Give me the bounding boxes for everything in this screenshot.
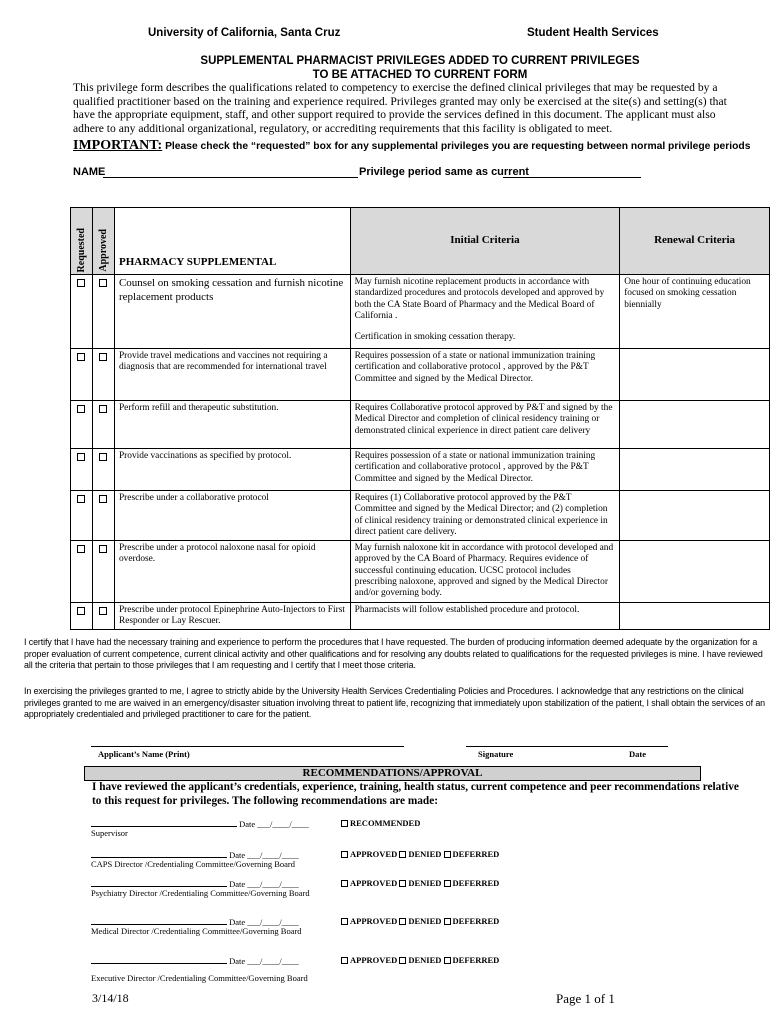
approved-cell [92, 275, 114, 349]
signer-line[interactable] [91, 878, 227, 887]
privilege-cell: Counsel on smoking cessation and furnish nicotine replacement products [114, 275, 350, 349]
revision-date: 3/14/18 [92, 991, 129, 1005]
table-row [71, 449, 770, 491]
form-title-line1: SUPPLEMENTAL PHARMACIST PRIVILEGES ADDED TO CURRENT PRIVILEGES [200, 55, 640, 67]
certification-paragraph: I certify that I have had the necessary training and experience to perform the procedures that I have requested. The burden of producing information deemed adequate by the organization for a proper evaluation of current competence, current clinical activity and other qualifications and for resolving any doubts related to qualifications for the requested privileges is mine. I have reviewed all the criteria that pertain to those privileges that I am requesting and I certify that I meet those criteria. [24, 637, 763, 670]
recommended-option[interactable]: RECOMMENDED [341, 818, 420, 828]
initial-criteria-cell: Requires possession of a state or national immunization training certification and collaborative protocol , approved by the P&T Committee and signed by the Medical Director. [350, 349, 620, 401]
initial-criteria-cell: May furnish naloxone kit in accordance with protocol developed and approved by the CA Board of Pharmacy. Requires evidence of successful continuing education. UCSC protocol includes prescribing naloxone, approved and signed by the Medical Director and/or governing body. [350, 541, 620, 602]
requested-cell [71, 275, 93, 349]
approved-checkbox[interactable] [99, 453, 107, 461]
initial-criteria-extra: Certification in smoking cessation therapy. [354, 332, 516, 343]
requested-checkbox[interactable] [77, 353, 85, 361]
intro-paragraph [73, 81, 770, 135]
initial-criteria-cell: Requires (1) Collaborative protocol approved by the P&T Committee and signed by the Medical Director; and (2) completion of clinical residency training or demonstrated clinical experience in direct patient care delivery. [350, 491, 620, 541]
approved-checkbox[interactable] [99, 405, 107, 413]
privilege-cell: Provide travel medications and vaccines not requiring a diagnosis that are recommended for international travel [114, 349, 350, 401]
signature-line[interactable] [466, 746, 668, 747]
approved-cell [92, 491, 114, 541]
institution-name: University of California, Santa Cruz [148, 27, 341, 39]
intro-line: have the appropriate equipment, staff, and other support required to provide the services defined in this document. The applicant must also [73, 108, 716, 122]
date-field[interactable]: Date ___/____/____ [229, 917, 299, 927]
denied-checkbox[interactable] [399, 918, 406, 925]
approved-checkbox[interactable] [341, 851, 348, 858]
decision-options: APPROVED DENIED DEFERRED [341, 849, 499, 859]
requested-cell [71, 602, 93, 630]
deferred-checkbox[interactable] [444, 918, 451, 925]
privilege-period-field[interactable] [503, 177, 641, 178]
col-approved: Approved [92, 208, 114, 275]
name-line [73, 166, 105, 178]
requested-checkbox[interactable] [77, 495, 85, 503]
approved-checkbox[interactable] [99, 545, 107, 553]
page-number: Page 1 of 1 [556, 991, 615, 1006]
approved-cell [92, 349, 114, 401]
col-privilege: PHARMACY SUPPLEMENTAL [114, 208, 350, 275]
initial-criteria-cell [350, 275, 620, 349]
name-label: NAME [73, 166, 106, 178]
initial-criteria-text: May furnish nicotine replacement products in accordance with standardized procedures and protocols developed and approved by both the CA State Board of Pharmacy and the Medical Board of California . [354, 277, 605, 321]
signer-line[interactable] [91, 849, 227, 858]
decision-options: APPROVED DENIED DEFERRED [341, 878, 499, 888]
privilege-cell: Provide vaccinations as specified by protocol. [114, 449, 350, 491]
requested-cell [71, 449, 93, 491]
requested-checkbox[interactable] [77, 453, 85, 461]
signature-label: Signature [478, 749, 514, 759]
intro-line: adhere to any additional organizational, regulatory, or accrediting requirements that this facility is obligated to meet. [73, 121, 613, 135]
deferred-checkbox[interactable] [444, 957, 451, 964]
deferred-checkbox[interactable] [444, 880, 451, 887]
date-field[interactable]: Date ___/____/____ [229, 956, 299, 966]
recommendations-text: I have reviewed the applicant’s credentials, experience, training, health status, current competence and peer recommendations relative to this request for privileges. The following recommendations are made: [92, 781, 739, 807]
renewal-criteria-cell [620, 541, 770, 602]
decision-options: APPROVED DENIED DEFERRED [341, 955, 499, 965]
agreement-paragraph: In exercising the privileges granted to me, I agree to strictly abide by the University Health Services Credentialing Policies and Procedures. I acknowledge that any restrictions on the clinical privileges granted to me are waived in an emergency/disaster situation involving threat to patient life, recognizing that immediately upon stabilization of the patient, I shall obtain the services of an appropriately credentialed and privileged practitioner to care for the patient. [24, 686, 766, 719]
privilege-cell: Prescribe under a collaborative protocol [114, 491, 350, 541]
table-header-row [71, 208, 770, 275]
approved-checkbox[interactable] [99, 353, 107, 361]
requested-checkbox[interactable] [77, 607, 85, 615]
approved-checkbox[interactable] [99, 607, 107, 615]
name-field[interactable] [103, 177, 358, 178]
date-label: Date [629, 749, 646, 759]
form-title-line2: TO BE ATTACHED TO CURRENT FORM [312, 69, 528, 81]
important-label: IMPORTANT: [73, 138, 163, 153]
requested-cell [71, 349, 93, 401]
renewal-criteria-cell: One hour of continuing education focused on smoking cessation biennially [620, 275, 770, 349]
requested-checkbox[interactable] [77, 405, 85, 413]
renewal-criteria-cell [620, 491, 770, 541]
renewal-criteria-cell [620, 349, 770, 401]
date-field[interactable]: Date ___/____/____ [229, 850, 299, 860]
table-row [71, 491, 770, 541]
form-title [70, 54, 770, 82]
denied-checkbox[interactable] [399, 851, 406, 858]
approved-cell [92, 541, 114, 602]
approved-cell [92, 602, 114, 630]
signer-title: Psychiatry Director /Credentialing Committee/Governing Board [91, 888, 310, 898]
date-field[interactable]: Date ___/____/____ [239, 819, 309, 829]
denied-checkbox[interactable] [399, 880, 406, 887]
important-text: Please check the “requested” box for any supplemental privileges you are requesting between normal privilege periods [162, 141, 751, 152]
approved-checkbox[interactable] [99, 279, 107, 287]
approved-checkbox[interactable] [341, 918, 348, 925]
col-requested: Requested [71, 208, 93, 275]
signer-line[interactable] [91, 955, 227, 964]
initial-criteria-cell: Pharmacists will follow established procedure and protocol. [350, 602, 620, 630]
renewal-criteria-cell [620, 602, 770, 630]
privilege-cell: Prescribe under a protocol naloxone nasal for opioid overdose. [114, 541, 350, 602]
signer-line[interactable] [91, 818, 237, 827]
initial-criteria-cell: Requires Collaborative protocol approved by P&T and signed by the Medical Director and completion of clinical residency training or demonstrated clinical experience in direct patient care delivery [350, 401, 620, 449]
requested-checkbox[interactable] [77, 279, 85, 287]
requested-cell [71, 541, 93, 602]
applicant-name-line[interactable] [91, 746, 404, 747]
important-notice [73, 136, 750, 154]
signer-title: Supervisor [91, 828, 128, 838]
applicant-name-label: Applicant’s Name (Print) [98, 749, 190, 759]
intro-line: This privilege form describes the qualifications related to competency to exercise the defined clinical privileges that may be requested by a [73, 81, 718, 94]
decision-options: APPROVED DENIED DEFERRED [341, 916, 499, 926]
renewal-criteria-cell [620, 449, 770, 491]
approved-checkbox[interactable] [99, 495, 107, 503]
privileges-table [70, 207, 770, 630]
renewal-criteria-cell [620, 401, 770, 449]
recommended-checkbox[interactable] [341, 820, 348, 827]
date-field[interactable]: Date ___/____/____ [229, 879, 299, 889]
approved-cell [92, 401, 114, 449]
privilege-cell: Perform refill and therapeutic substitution. [114, 401, 350, 449]
signer-title: Medical Director /Credentialing Committee/Governing Board [91, 926, 302, 936]
table-row [71, 401, 770, 449]
approved-checkbox[interactable] [341, 957, 348, 964]
intro-line: qualified practitioner based on the training and experience required. Privileges granted may only be exercised at the site(s) and setting(s) that [73, 94, 727, 108]
approved-checkbox[interactable] [341, 880, 348, 887]
recommendations-header: RECOMMENDATIONS/APPROVAL [84, 766, 701, 781]
table-row [71, 541, 770, 602]
requested-cell [71, 401, 93, 449]
signer-date-row [91, 955, 299, 966]
col-initial-criteria: Initial Criteria [350, 208, 620, 275]
privilege-period-label: Privilege period same as current [359, 166, 529, 178]
privilege-cell: Prescribe under protocol Epinephrine Auto-Injectors to First Responder or Lay Rescuer. [114, 602, 350, 630]
col-renewal-criteria: Renewal Criteria [620, 208, 770, 275]
initial-criteria-cell: Requires possession of a state or national immunization training certification and collaborative protocol , approved by the P&T Committee and signed by the Medical Director. [350, 449, 620, 491]
signer-line[interactable] [91, 916, 227, 925]
table-row [71, 349, 770, 401]
deferred-checkbox[interactable] [444, 851, 451, 858]
department-name: Student Health Services [527, 27, 659, 39]
denied-checkbox[interactable] [399, 957, 406, 964]
table-row [71, 602, 770, 630]
requested-checkbox[interactable] [77, 545, 85, 553]
signer-title: CAPS Director /Credentialing Committee/Governing Board [91, 859, 295, 869]
table-row [71, 275, 770, 349]
approved-cell [92, 449, 114, 491]
signer-title: Executive Director /Credentialing Committee/Governing Board [91, 973, 308, 983]
requested-cell [71, 491, 93, 541]
